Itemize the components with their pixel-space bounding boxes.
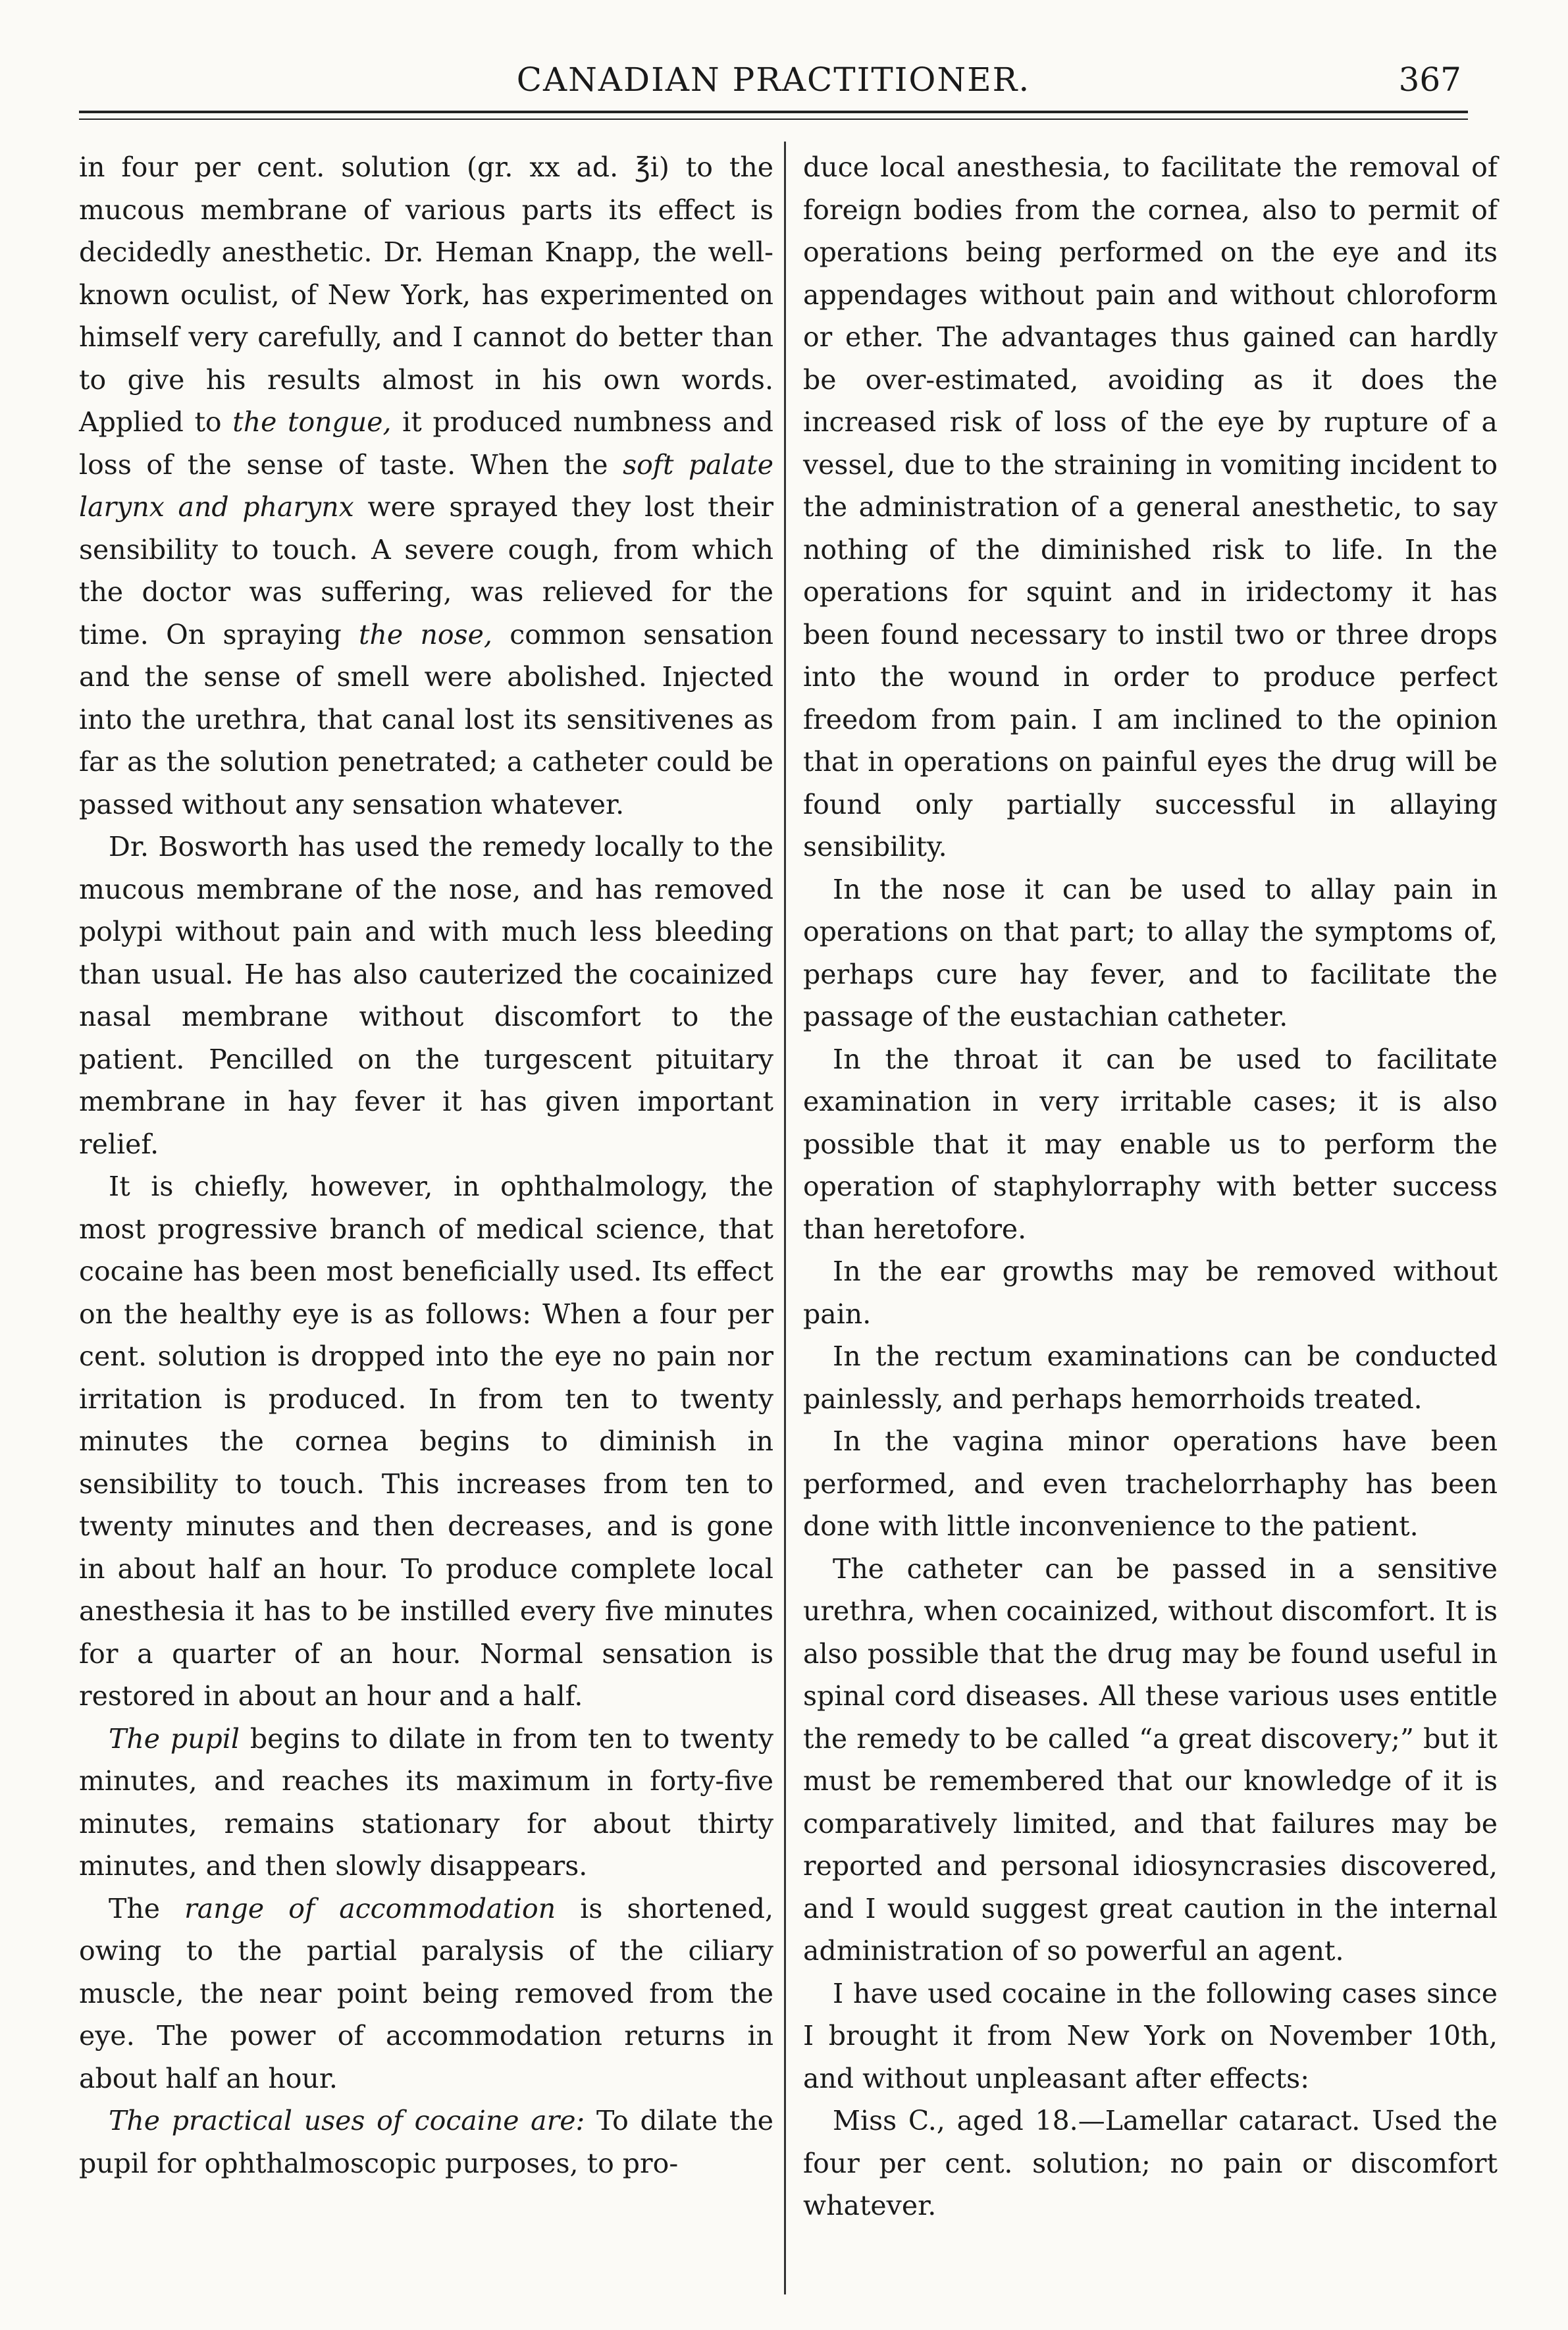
column-divider xyxy=(784,142,786,2294)
paragraph: In the rectum examinations can be conducted painlessly, and perhaps hemorrhoids treated. xyxy=(803,1340,1498,1415)
paragraph: In the throat it can be used to facilitate examination in very irritable cases; it is also possible that it may enable us to perform the operation of staphylorraphy with better success than heretofore. xyxy=(803,1043,1498,1245)
page-header xyxy=(79,51,1468,111)
page-number: 367 xyxy=(1398,61,1461,99)
paragraph xyxy=(79,1888,773,2100)
text-run: begins to dilate in from ten to twenty minutes, and reaches its maximum in forty-five minutes, remains stationary for about thirty minutes, and then slowly disappears. xyxy=(79,1722,773,1882)
paragraph: In the vagina minor operations have been performed, and even trachelorrhaphy has been done with little inconvenience to the patient. xyxy=(803,1425,1498,1542)
paragraph: It is chiefly, however, in ophthalmology, the most progressive branch of medical science, that cocaine has been most beneficially used. Its effect on the healthy eye is as follows: When a four per cent. solution is dropped into the eye no pain nor irritation is produced. In from ten to twenty minutes the cornea begins to diminish in sensibility to touch. This increases from ten to twenty minutes and then decreases, and is gone in about half an hour. To produce complete local anesthesia it has to be instilled every five minutes for a quarter of an hour. Normal sensation is restored in about an hour and a half. xyxy=(79,1171,773,1712)
italic-term: range of accommodation xyxy=(184,1892,556,1924)
header-rule-thin xyxy=(79,119,1468,120)
italic-term: the nose, xyxy=(359,618,492,650)
italic-term: The practical uses of cocaine are: xyxy=(109,2105,585,2136)
left-column xyxy=(79,146,773,2184)
italic-term: The pupil xyxy=(109,1722,240,1755)
paragraph xyxy=(79,2100,773,2184)
paragraph: duce local anesthesia, to facilitate the removal of foreign bodies from the cornea, also to permit of operations being performed on the eye and its appendages without pain and without chloroform or ether. The advantages thus gained can hardly be over-estimated, avoiding as it does the increased risk of loss of the eye by rupture of a vessel, due to the straining in vomiting incident to the administration of a general anesthetic, to say nothing of the diminished risk to life. In the operations for squint and in iridectomy it has been found necessary to instil two or three drops into the wound in order to produce perfect freedom from pain. I am inclined to the opinion that in operations on painful eyes the drug will be found only partially successful in allaying sensibility. xyxy=(803,151,1498,862)
text-run: in four per cent. solution (gr. xx ad. ℥i) to the mucous membrane of various parts its effect is decidedly anesthetic. Dr. Heman Knapp, the well-known oculist, of New York, has experimented on himself very carefully, and I cannot do better than to give his results almost in his own words. Applied to xyxy=(79,151,773,438)
paragraph: In the ear growths may be removed without pain. xyxy=(803,1256,1498,1330)
text-run: is shortened, owing to the partial paralysis of the ciliary muscle, the near point being removed from the eye. The power of accommodation returns in about half an hour. xyxy=(79,1892,773,2094)
paragraph: I have used cocaine in the following cases since I brought it from New York on November 10th, and without unpleasant after effects: xyxy=(803,1977,1498,2094)
paragraph xyxy=(79,146,773,826)
paragraph: Dr. Bosworth has used the remedy locally to the mucous membrane of the nose, and has removed polypi without pain and with much less bleeding than usual. He has also cauterized the cocainized nasal membrane without discomfort to the patient. Pencilled on the turgescent pituitary membrane in hay fever it has given important relief. xyxy=(79,831,773,1160)
text-run: The xyxy=(109,1892,161,1924)
text-run: To dilate the pupil for ophthalmoscopic purposes, to pro- xyxy=(79,2105,773,2179)
right-column xyxy=(803,146,1498,2227)
text-run: it produced numbness and loss of the sense of taste. When the xyxy=(79,406,773,481)
italic-term: the tongue, xyxy=(232,406,392,438)
text-run: were sprayed they lost their sensibility to touch. A severe cough, from which the doctor was suffering, was relieved for the time. On spraying xyxy=(79,491,773,650)
italic-term: soft palate larynx and pharynx xyxy=(79,448,773,523)
paragraph: In the nose it can be used to allay pain in operations on that part; to allay the symptoms of, perhaps cure hay fever, and to facilitate the passage of the eustachian catheter. xyxy=(803,873,1498,1032)
header-rule-thick xyxy=(79,111,1468,113)
running-title: CANADIAN PRACTITIONER. xyxy=(516,61,1031,99)
paragraph: Miss C., aged 18.—Lamellar cataract. Used the four per cent. solution; no pain or discomfort whatever. xyxy=(803,2105,1498,2221)
text-run: common sensation and the sense of smell were abolished. Injected into the urethra, that canal lost its sensitivenes as far as the solution penetrated; a catheter could be passed without any sensation whatever. xyxy=(79,618,773,820)
paragraph xyxy=(79,1718,773,1888)
paragraph: The catheter can be passed in a sensitive urethra, when cocainized, without discomfort. It is also possible that the drug may be found useful in spinal cord diseases. All these various uses entitle the remedy to be called “a great discovery;” but it must be remembered that our knowledge of it is comparatively limited, and that failures may be reported and personal idiosyncrasies discovered, and I would suggest great caution in the internal administration of so powerful an agent. xyxy=(803,1552,1498,1967)
